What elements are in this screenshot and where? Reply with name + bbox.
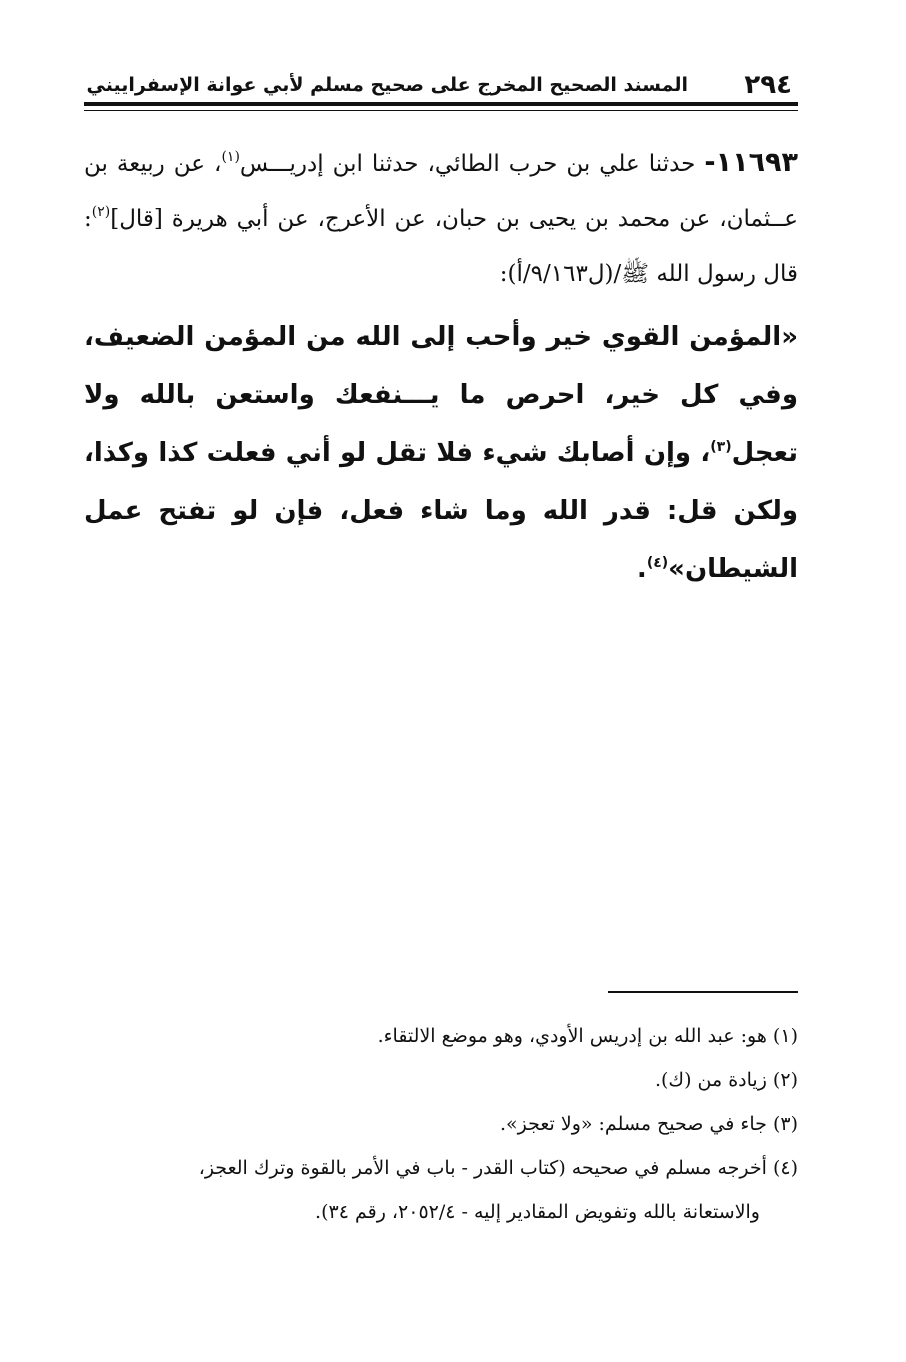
footnote-1: (١) هو: عبد الله بن إدريس الأودي، وهو موضع الالتقاء. <box>377 1025 798 1047</box>
footnote-ref-4[interactable]: (٤) <box>646 555 669 571</box>
chain-part-3: : قال رسول الله ﷺ/(ل٩/١٦٣/أ): <box>84 206 798 287</box>
chain-part-1: حدثنا علي بن حرب الطائي، حدثنا ابن إدريـــس <box>239 151 696 177</box>
matn-end: . <box>636 554 647 584</box>
chain-part-2: ، عن ربيعة بن عــثمان، عن محمد بن يحيى بن حبان، عن الأعرج، عن أبي هريرة [قال] <box>84 151 798 232</box>
footnote-2: (٢) زيادة من (ك). <box>654 1069 798 1091</box>
footnote-ref-2[interactable]: (٢) <box>91 204 111 220</box>
running-header <box>84 66 798 106</box>
footnote-ref-1[interactable]: (١) <box>221 149 240 165</box>
page-number: ٢٩٤ <box>744 70 792 100</box>
hadith-number: ١١٦٩٣- <box>704 147 799 178</box>
header-rule-thin <box>84 110 798 111</box>
header-rule-thick <box>84 102 798 106</box>
main-text <box>84 135 798 598</box>
matn-part-2: ، وإن أصابك شيء فلا تقل لو أني فعلت كذا وكذا، ولكن قل: قدر الله وما شاء فعل، فإن لو تفتح عمل الشيطان» <box>84 438 798 584</box>
footnote-3: (٣) جاء في صحيح مسلم: «ولا تعجز». <box>499 1113 798 1135</box>
footnote-4-continuation: والاستعانة بالله وتفويض المقادير إليه - ٢٠٥٢/٤، رقم ٣٤). <box>315 1201 760 1223</box>
footnote-4-text: (٤) أخرجه مسلم في صحيحه (كتاب القدر - باب في الأمر بالقوة وترك العجز، <box>198 1157 798 1179</box>
hadith-chain <box>84 135 798 302</box>
footnotes <box>84 1014 798 1234</box>
footnote-4 <box>84 1146 798 1234</box>
footnote-separator <box>608 991 798 993</box>
hadith-matn <box>84 308 798 598</box>
footnote-ref-3[interactable]: (٣) <box>710 439 732 455</box>
book-title: المسند الصحيح المخرج على صحيح مسلم لأبي عوانة الإسفراييني <box>86 74 688 96</box>
matn-part-1: «المؤمن القوي خير وأحب إلى الله من المؤمن الضعيف، وفي كل خير، احرص ما يـــنفعك واستعن بالله ولا تعجل <box>84 322 798 468</box>
